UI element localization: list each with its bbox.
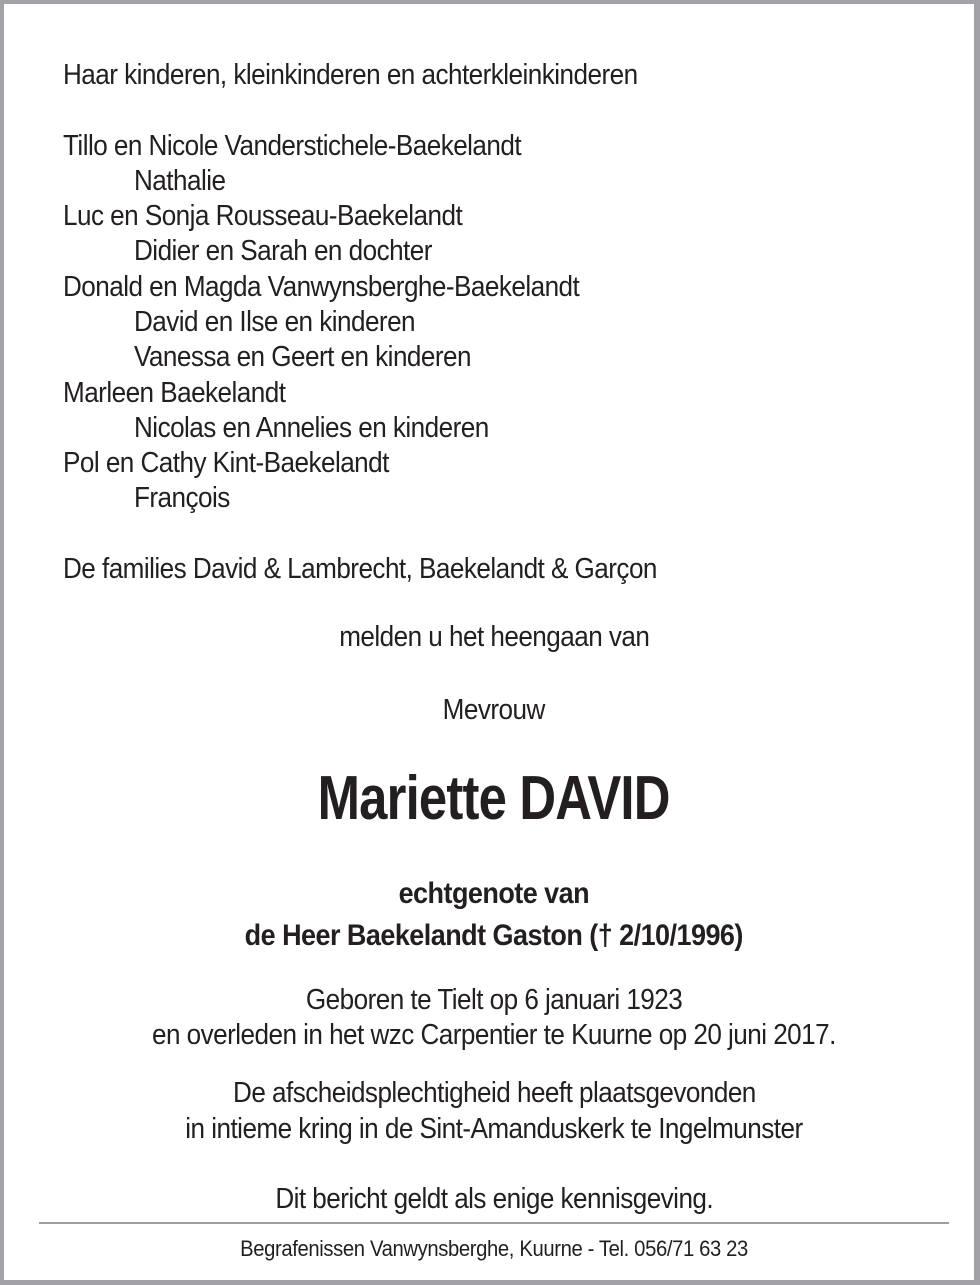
- salutation-text: Mevrouw: [442, 694, 546, 726]
- intro-text: Haar kinderen, kleinkinderen en achterkleinkinderen: [63, 59, 638, 91]
- family-line: Luc en Sonja Rousseau-Baekelandt: [63, 200, 463, 232]
- family-line-indented: François: [134, 482, 230, 514]
- funeral-home-footer: Begrafenissen Vanwynsberghe, Kuurne - Tel. 056/71 63 23: [240, 1236, 748, 1261]
- announcement-text: melden u het heengaan van: [338, 621, 650, 653]
- family-line-indented: Didier en Sarah en dochter: [134, 235, 432, 267]
- spouse-line-2: de Heer Baekelandt Gaston († 2/10/1996): [244, 919, 744, 952]
- birth-text: Geboren te Tielt op 6 januari 1923: [305, 984, 683, 1016]
- family-line-indented: Nicolas en Annelies en kinderen: [134, 412, 489, 444]
- families-text: De families David & Lambrecht, Baekelandt & Garçon: [63, 553, 657, 585]
- deceased-name: Mariette DAVID: [317, 764, 670, 833]
- family-line: Pol en Cathy Kint-Baekelandt: [63, 447, 389, 479]
- family-line-indented: Nathalie: [134, 165, 226, 197]
- spouse-line-1: echtgenote van: [398, 877, 590, 910]
- family-line-indented: David en Ilse en kinderen: [134, 306, 416, 338]
- family-line: Donald en Magda Vanwynsberghe-Baekelandt: [63, 271, 580, 303]
- family-line-indented: Vanessa en Geert en kinderen: [134, 341, 471, 373]
- family-line: Tillo en Nicole Vanderstichele-Baekelandt: [63, 130, 522, 162]
- family-line: Marleen Baekelandt: [63, 377, 286, 409]
- ceremony-line-1: De afscheidsplechtigheid heeft plaatsgevonden: [232, 1077, 756, 1109]
- footer-divider: [39, 1222, 949, 1224]
- ceremony-line-2: in intieme kring in de Sint-Amanduskerk te Ingelmunster: [185, 1113, 803, 1145]
- notice-text: Dit bericht geldt als enige kennisgeving.: [275, 1183, 713, 1215]
- death-text: en overleden in het wzc Carpentier te Kuurne op 20 juni 2017.: [152, 1019, 836, 1051]
